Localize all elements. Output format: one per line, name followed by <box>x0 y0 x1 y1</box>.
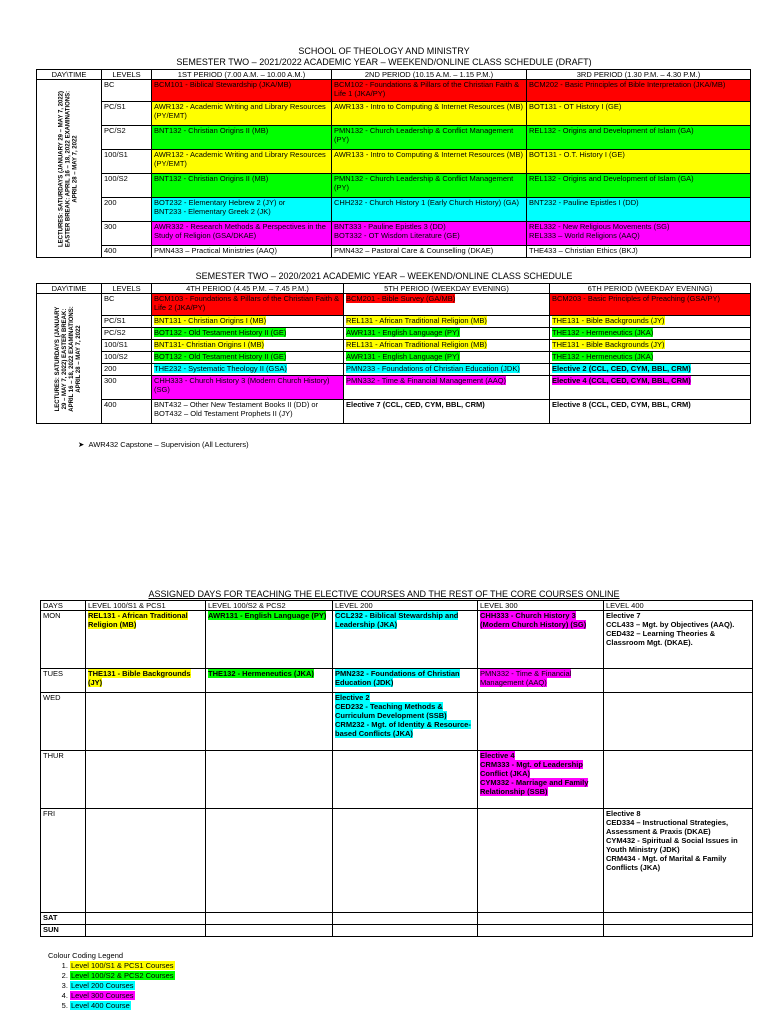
course-cell: BNT132 - Christian Origins II (MB) <box>152 174 332 198</box>
empty-cell <box>478 925 604 937</box>
course-option: CRM434 - Mgt. of Marital & Family Conflicts (JKA) <box>606 854 727 872</box>
header-period-5: 5TH PERIOD (WEEKDAY EVENING) <box>344 284 550 294</box>
table-row <box>41 611 753 669</box>
legend-label: Level 100/S2 & PCS2 Courses <box>71 971 174 980</box>
course-text: PMN233 - Foundations of Christian Education (JDK) <box>346 364 520 373</box>
day-cell: THUR <box>41 751 86 809</box>
course-option: CRM333 - Mgt. of Leadership Conflict (JKA) <box>480 760 583 778</box>
course-cell <box>333 693 478 751</box>
level-cell: 100/S2 <box>102 352 152 364</box>
course-text: BCM201 - Bible Survey (GA/MB) <box>346 294 456 303</box>
arrow-bullet-icon: ➤ <box>78 440 85 449</box>
capstone-text: AWR432 Capstone – Supervision (All Lecturers) <box>88 440 249 449</box>
level-cell: PC/S1 <box>102 102 152 126</box>
course-cell: Elective 8 (CCL, CED, CYM, BBL, CRM) <box>550 400 751 424</box>
course-text: CHH333 - Church History 3 (Modern Church History) (SG) <box>480 611 587 629</box>
day-cell: SAT <box>41 913 86 925</box>
empty-cell <box>604 693 753 751</box>
table-row <box>37 294 751 316</box>
school-title: SCHOOL OF THEOLOGY AND MINISTRY <box>298 46 470 56</box>
level-cell: 400 <box>102 400 152 424</box>
empty-cell <box>86 693 206 751</box>
course-cell: PMN433 – Practical Ministries (AAQ) <box>152 246 332 258</box>
course-cell <box>152 340 344 352</box>
level-cell: 100/S1 <box>102 340 152 352</box>
course-option: BOT332 - OT Wisdom Literature (GE) <box>334 231 460 240</box>
day-cell: WED <box>41 693 86 751</box>
day-cell: TUES <box>41 669 86 693</box>
level-cell: 100/S1 <box>102 150 152 174</box>
elective-label: Elective 2 <box>335 693 370 702</box>
table-row <box>41 669 753 693</box>
course-text: Elective 4 (CCL, CED, CYM, BBL, CRM) <box>552 376 691 385</box>
table-row <box>41 693 753 751</box>
lecture-dates-text: LECTURES: SATURDAYS (JANUARY 29 – MAY 7, 2022) EASTER BREAK: APRIL 16 – 18, 2022 EXAMINATIONS: APRIL 28 – MAY 7, 2022 <box>58 90 79 247</box>
legend-item <box>70 961 175 971</box>
course-cell: REL132 - Origins and Development of Islam (GA) <box>527 126 751 150</box>
empty-cell <box>478 809 604 913</box>
assigned-days-title <box>0 589 768 600</box>
empty-cell <box>604 669 753 693</box>
empty-cell <box>206 809 333 913</box>
course-cell: AWR133 - Intro to Computing & Internet Resources (MB) <box>332 102 527 126</box>
course-cell: BOT131 - OT History I (GE) <box>527 102 751 126</box>
empty-cell <box>604 751 753 809</box>
table-row <box>41 925 753 937</box>
course-text: REL131 - African Traditional Religion (MB) <box>346 340 487 349</box>
course-cell <box>152 198 332 222</box>
schedule-table-2021 <box>36 69 751 258</box>
course-cell: PMN132 - Church Leadership & Conflict Management (PY) <box>332 174 527 198</box>
table-row <box>37 340 751 352</box>
course-cell: AWR332 - Research Methods & Perspectives in the Study of Religion (GSA/DKAE) <box>152 222 332 246</box>
course-cell: AWR132 - Academic Writing and Library Resources (PY/EMT) <box>152 102 332 126</box>
level-cell: PC/S2 <box>102 126 152 150</box>
schedule-title-2020: SEMESTER TWO – 2020/2021 ACADEMIC YEAR – WEEKEND/ONLINE CLASS SCHEDULE <box>195 271 573 281</box>
table-row <box>37 80 751 102</box>
day-cell: FRI <box>41 809 86 913</box>
header-days: DAYS <box>41 601 86 611</box>
level-cell: 200 <box>102 198 152 222</box>
course-cell <box>344 328 550 340</box>
course-cell: REL132 - Origins and Development of Islam (GA) <box>527 174 751 198</box>
empty-cell <box>478 913 604 925</box>
empty-cell <box>86 913 206 925</box>
course-cell: BCM203 - Basic Principles of Preaching (GSA/PY) <box>550 294 751 316</box>
course-text: THE232 - Systematic Theology II (GSA) <box>154 364 287 373</box>
table-row <box>37 400 751 424</box>
empty-cell <box>86 809 206 913</box>
empty-cell <box>206 693 333 751</box>
legend-title: Colour Coding Legend <box>48 951 124 960</box>
course-cell: PMN132 - Church Leadership & Conflict Management (PY) <box>332 126 527 150</box>
legend-label: Level 200 Courses <box>71 981 134 990</box>
day-cell: SUN <box>41 925 86 937</box>
empty-cell <box>478 693 604 751</box>
table-row <box>37 316 751 328</box>
header-day-time: DAY\TIME <box>37 70 102 80</box>
course-cell: PMN432 – Pastoral Care & Counselling (DKAE) <box>332 246 527 258</box>
header-period-2: 2ND PERIOD (10.15 A.M. – 1.15 P.M.) <box>332 70 527 80</box>
course-cell: Elective 7 (CCL, CED, CYM, BBL, CRM) <box>344 400 550 424</box>
course-cell: AWR132 - Academic Writing and Library Resources (PY/EMT) <box>152 150 332 174</box>
course-text: PMN332 - Time & Financial Management (AAQ) <box>346 376 507 385</box>
course-text: AWR131 - English Language (PY) <box>346 328 460 337</box>
course-cell: CHH333 - Church History 3 (Modern Church History) (SG) <box>152 376 344 400</box>
course-option: CED432 – Learning Theories & Classroom Mgt. (DKAE). <box>606 629 716 647</box>
course-text: Elective 2 (CCL, CED, CYM, BBL, CRM) <box>552 364 691 373</box>
course-text: BNT131 - Christian Origins I (MB) <box>154 316 267 325</box>
course-option: CCL433 – Mgt. by Objectives (AAQ). <box>606 620 735 629</box>
lecture-dates-cell <box>37 80 102 258</box>
course-option: CYM432 - Spiritual & Social Issues in Youth Ministry (JDK) <box>606 836 738 854</box>
course-cell: BOT131 - O.T. History I (GE) <box>527 150 751 174</box>
header-level-200: LEVEL 200 <box>333 601 478 611</box>
schedule-table-2020 <box>36 283 751 424</box>
course-cell <box>344 352 550 364</box>
table-row <box>37 352 751 364</box>
course-option: BNT233 - Elementary Greek 2 (JK) <box>154 207 271 216</box>
course-option: CED334 – Instructional Strategies, Assessment & Praxis (DKAE) <box>606 818 729 836</box>
header-period-1: 1ST PERIOD (7.00 A.M. – 10.00 A.M.) <box>152 70 332 80</box>
course-cell <box>152 400 344 424</box>
table-row <box>41 809 753 913</box>
day-cell: MON <box>41 611 86 669</box>
course-option: BOT432 – Old Testament Prophets II (JY) <box>154 409 293 418</box>
header-level-100-s2: LEVEL 100/S2 & PCS2 <box>206 601 333 611</box>
header-level-100-s1: LEVEL 100/S1 & PCS1 <box>86 601 206 611</box>
course-text: PMN232 - Foundations of Christian Education (JDK) <box>335 669 460 687</box>
empty-cell <box>86 751 206 809</box>
course-text: THE131 - Bible Backgrounds (JY) <box>552 316 665 325</box>
table-row <box>37 198 751 222</box>
course-cell <box>550 328 751 340</box>
course-text: AWR131 - English Language (PY) <box>208 611 327 620</box>
header-period-3: 3RD PERIOD (1.30 P.M. – 4.30 P.M.) <box>527 70 751 80</box>
header-level-400: LEVEL 400 <box>604 601 753 611</box>
course-cell <box>344 376 550 400</box>
empty-cell <box>604 925 753 937</box>
table-row <box>37 102 751 126</box>
course-option: BNT333 - Pauline Epistles 3 (DD) <box>334 222 446 231</box>
course-option: BOT232 - Elementary Hebrew 2 (JY) or <box>154 198 286 207</box>
table-row <box>41 751 753 809</box>
course-cell <box>344 294 550 316</box>
course-cell <box>604 809 753 913</box>
table-row <box>37 150 751 174</box>
course-cell <box>206 611 333 669</box>
table-row <box>37 174 751 198</box>
header-period-6: 6TH PERIOD (WEEKDAY EVENING) <box>550 284 751 294</box>
lecture-dates-cell <box>37 294 102 424</box>
table-row <box>37 328 751 340</box>
colour-legend <box>48 951 175 1011</box>
course-cell <box>550 316 751 328</box>
course-text: BOT132 - Old Testament History II (GE) <box>154 352 287 361</box>
elective-label: Elective 8 <box>606 809 641 818</box>
course-option: CYM332 - Marriage and Family Relationship (SSB) <box>480 778 589 796</box>
assigned-days-table <box>40 600 753 937</box>
course-cell <box>550 340 751 352</box>
course-cell <box>478 611 604 669</box>
capstone-note <box>78 440 249 449</box>
level-cell: PC/S1 <box>102 316 152 328</box>
course-cell: BCM202 - Basic Principles of Bible Interpretation (JKA/MB) <box>527 80 751 102</box>
course-cell <box>333 611 478 669</box>
course-cell: BCM103 - Foundations & Pillars of the Christian Faith & Life 2 (JKA/PY) <box>152 294 344 316</box>
legend-item <box>70 1001 175 1011</box>
assigned-days-title-text: ASSIGNED DAYS FOR TEACHING THE ELECTIVE COURSES AND THE REST OF THE CORE COURSES ONLINE <box>148 589 620 599</box>
course-text: PMN332 - Time & Financial Management (AAQ) <box>480 669 572 687</box>
course-cell <box>527 222 751 246</box>
table-row <box>37 364 751 376</box>
course-cell <box>550 352 751 364</box>
level-cell: PC/S2 <box>102 328 152 340</box>
legend-item <box>70 971 175 981</box>
course-cell <box>206 669 333 693</box>
course-cell: AWR133 - Intro to Computing & Internet Resources (MB) <box>332 150 527 174</box>
course-cell <box>152 364 344 376</box>
empty-cell <box>333 925 478 937</box>
course-cell <box>550 376 751 400</box>
course-cell <box>344 340 550 352</box>
course-text: BNT131- Christian Origins I (MB) <box>154 340 265 349</box>
course-text: THE131 - Bible Backgrounds (JY) <box>88 669 191 687</box>
course-text: THE132 - Hermeneutics (JKA) <box>552 328 654 337</box>
course-cell <box>86 611 206 669</box>
course-text: THE131 - Bible Backgrounds (JY) <box>552 340 665 349</box>
course-text: THE132 - Hermeneutics (JKA) <box>208 669 314 678</box>
course-cell <box>478 751 604 809</box>
course-text: CCL232 - Biblical Stewardship and Leadership (JKA) <box>335 611 459 629</box>
course-option: REL332 - New Religious Movements (SG) <box>529 222 670 231</box>
legend-item <box>70 981 175 991</box>
level-cell: BC <box>102 80 152 102</box>
course-cell <box>152 316 344 328</box>
legend-label: Level 300 Courses <box>71 991 134 1000</box>
empty-cell <box>333 809 478 913</box>
course-cell <box>333 669 478 693</box>
empty-cell <box>206 913 333 925</box>
empty-cell <box>604 913 753 925</box>
empty-cell <box>333 751 478 809</box>
empty-cell <box>206 751 333 809</box>
level-cell: 200 <box>102 364 152 376</box>
schedule-title-2021: SEMESTER TWO – 2021/2022 ACADEMIC YEAR – WEEKEND/ONLINE CLASS SCHEDULE (DRAFT) <box>176 57 592 67</box>
course-cell <box>152 352 344 364</box>
course-option: BNT432 – Other New Testament Books II (DD) or <box>154 400 319 409</box>
course-cell: BCM102 - Foundations & Pillars of the Christian Faith & Life 1 (JKA/PY) <box>332 80 527 102</box>
course-text: REL131 - African Traditional Religion (MB) <box>346 316 487 325</box>
header-levels: LEVELS <box>102 70 152 80</box>
empty-cell <box>206 925 333 937</box>
course-cell <box>478 669 604 693</box>
course-cell <box>332 222 527 246</box>
course-cell <box>550 364 751 376</box>
table-row <box>37 222 751 246</box>
course-cell <box>344 364 550 376</box>
course-text: REL131 - African Traditional Religion (MB) <box>88 611 188 629</box>
course-text: BOT132 - Old Testament History II (GE) <box>154 328 287 337</box>
table-row <box>37 246 751 258</box>
lecture-dates-text: LECTURES: SATURDAYS (JANUARY 29 – MAY 7, 2022) EASTER BREAK: APRIL 16 – 18, 2022 EXAMINATIONS: APRIL 28 – MAY 7, 2022 <box>55 305 82 412</box>
header-level-300: LEVEL 300 <box>478 601 604 611</box>
course-cell <box>344 316 550 328</box>
level-cell: 100/S2 <box>102 174 152 198</box>
course-cell: BNT232 - Pauline Epistles I (DD) <box>527 198 751 222</box>
header-levels: LEVELS <box>102 284 152 294</box>
course-cell: CHH232 - Church History 1 (Early Church History) (GA) <box>332 198 527 222</box>
course-cell: BCM101 - Biblical Stewardship (JKA/MB) <box>152 80 332 102</box>
course-option: CED232 - Teaching Methods & Curriculum Development (SSB) <box>335 702 447 720</box>
course-text: AWR131 - English Language (PY) <box>346 352 460 361</box>
legend-label: Level 100/S1 & PCS1 Courses <box>71 961 174 970</box>
course-cell: BNT132 - Christian Origins II (MB) <box>152 126 332 150</box>
empty-cell <box>333 913 478 925</box>
course-option: REL333 – World Religions (AAQ) <box>529 231 640 240</box>
course-text: THE132 - Hermeneutics (JKA) <box>552 352 654 361</box>
elective-label: Elective 4 <box>480 751 515 760</box>
course-cell <box>152 328 344 340</box>
course-cell: THE433 – Christian Ethics (BKJ) <box>527 246 751 258</box>
course-cell <box>86 669 206 693</box>
level-cell: BC <box>102 294 152 316</box>
header-day-time: DAY\TIME <box>37 284 102 294</box>
table-row <box>41 913 753 925</box>
header-period-4: 4TH PERIOD (4.45 P.M. – 7.45 P.M.) <box>152 284 344 294</box>
empty-cell <box>86 925 206 937</box>
course-cell <box>604 611 753 669</box>
level-cell: 400 <box>102 246 152 258</box>
level-cell: 300 <box>102 222 152 246</box>
course-option: CRM232 - Mgt. of Identity & Resource-based Conflicts (JKA) <box>335 720 471 738</box>
table-row <box>37 376 751 400</box>
level-cell: 300 <box>102 376 152 400</box>
legend-label: Level 400 Course <box>71 1001 130 1010</box>
elective-label: Elective 7 <box>606 611 641 620</box>
table-row <box>37 126 751 150</box>
legend-item <box>70 991 175 1001</box>
